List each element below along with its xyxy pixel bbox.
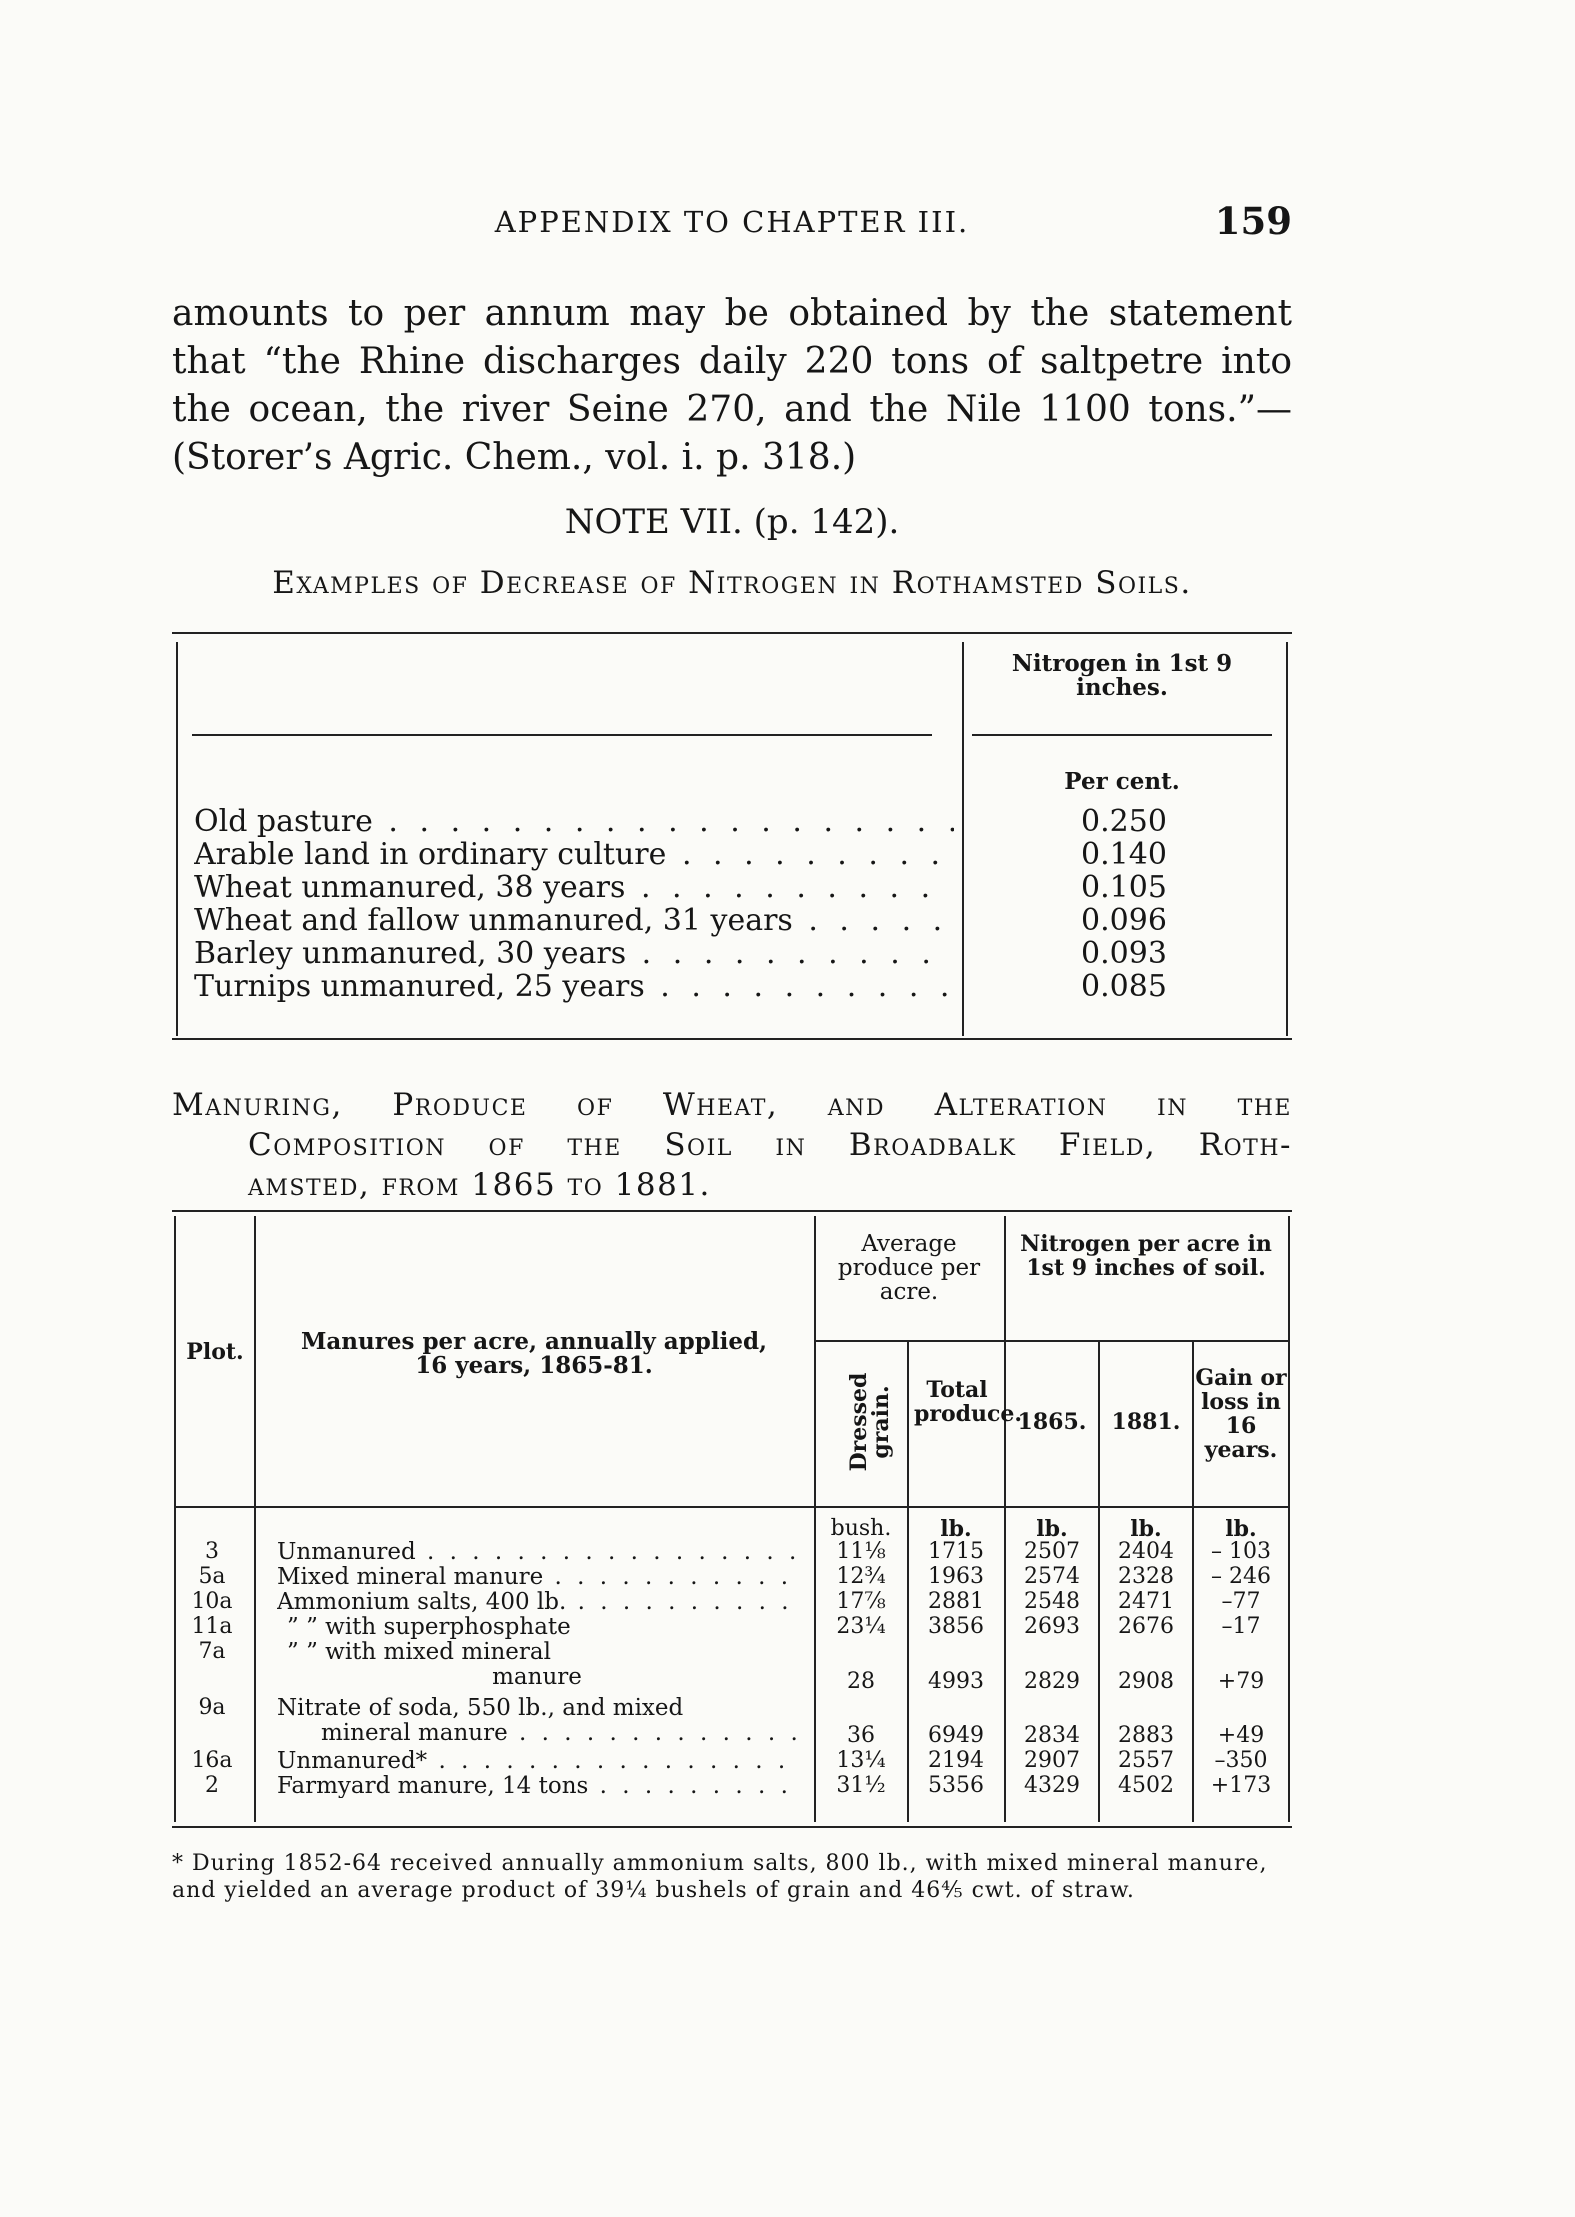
plot-cell: 7a [198, 1639, 226, 1664]
nitrogen-1865-cell: 2507 [1024, 1539, 1080, 1564]
plot-cell: 2 [205, 1773, 219, 1798]
table2-header-rule [176, 1506, 1288, 1508]
manures-header: Manures per acre, annually applied, 16 years, 1865-81. [300, 1328, 768, 1379]
table1-top-rule [172, 632, 1292, 634]
row-value: 0.250 [1081, 804, 1167, 839]
nitrogen-1865-cell: 2829 [1024, 1669, 1080, 1694]
table-row [194, 936, 1274, 969]
caption-line: amsted, from 1865 to 1881. [248, 1167, 711, 1203]
plot-cell: 10a [191, 1589, 233, 1614]
unit-1865: lb. [1036, 1516, 1068, 1542]
row-label: Turnips unmanured, 25 years . . [194, 969, 954, 1004]
note-heading: NOTE VII. (p. 142). [564, 502, 900, 542]
manure-cell-continued: mineral manure . . [277, 1721, 797, 1745]
row-label: Barley unmanured, 30 years . . [194, 936, 954, 971]
table2-right-rule [1288, 1216, 1290, 1822]
gain-cell: – 246 [1211, 1564, 1271, 1589]
total-cell: 2194 [928, 1748, 984, 1773]
footnote: * During 1852-64 received annually ammonium salts, 800 lb., with mixed mineral manure, and yielded an average product of 39¼ bushels of grain and 46⅘ cwt. of straw. [172, 1851, 1268, 1903]
table-row [194, 969, 1274, 1002]
nitrogen-1865-cell: 4329 [1024, 1773, 1080, 1798]
nitrogen-header: Nitrogen per acre in 1st 9 inches of soil. [1020, 1231, 1272, 1281]
gain-cell: +79 [1217, 1669, 1265, 1694]
nitrogen-1865-cell: 2834 [1024, 1723, 1080, 1748]
gain-loss-header: Gain or loss in 16 years. [1195, 1365, 1287, 1463]
row-value: 0.140 [1081, 837, 1167, 872]
total-cell: 4993 [928, 1669, 984, 1694]
plot-cell: 11a [191, 1614, 233, 1639]
nitrogen-1865-cell: 2548 [1024, 1589, 1080, 1614]
manure-cell: ” ” with mixed mineral [287, 1640, 551, 1664]
row-value: 0.105 [1081, 870, 1167, 905]
plot-cell: 16a [191, 1748, 233, 1773]
manure-cell: Mixed mineral manure . . [277, 1565, 797, 1589]
unit-dressed: bush. [830, 1516, 892, 1541]
table1-column-header: Nitrogen in 1st 9 inches. [1011, 650, 1233, 701]
table2-top-rule [172, 1210, 1292, 1212]
plot-header: Plot. [186, 1339, 244, 1365]
table-row [194, 837, 1274, 870]
manure-cell: Farmyard manure, 14 tons . . [277, 1774, 797, 1798]
nitrogen-1881-cell: 2883 [1118, 1723, 1174, 1748]
row-label: Arable land in ordinary culture . . [194, 837, 954, 872]
dressed-cell: 36 [847, 1723, 875, 1748]
table1-left-rule [176, 642, 178, 1036]
nitrogen-1881-cell: 4502 [1118, 1773, 1174, 1798]
year-1881-header: 1881. [1111, 1409, 1181, 1435]
table2-plot-rule [254, 1216, 256, 1822]
table1-header-rule-right [972, 734, 1272, 736]
dressed-cell: 13¼ [836, 1748, 886, 1773]
nitrogen-1865-cell: 2574 [1024, 1564, 1080, 1589]
unit-gain: lb. [1225, 1516, 1257, 1542]
broadbalk-field-table [172, 1210, 1292, 1828]
manure-cell: ” ” with superphosphate [287, 1615, 571, 1639]
dressed-cell: 28 [847, 1669, 875, 1694]
manure-cell: Nitrate of soda, 550 lb., and mixed [277, 1696, 684, 1720]
table2-group-header-rule [814, 1340, 1288, 1342]
nitrogen-1881-cell: 2328 [1118, 1564, 1174, 1589]
total-cell: 2881 [928, 1589, 984, 1614]
body-paragraph: amounts to per annum may be obtained by the statement that “the Rhine discharges daily 220 tons of saltpetre into the ocean, the river Seine 270, and the Nile 1100 tons.”—(Storer’s Agric. Chem., vol. i. p. 318.) [172, 293, 1292, 478]
year-1865-header: 1865. [1017, 1409, 1087, 1435]
table-row [194, 804, 1274, 837]
dressed-cell: 17⅞ [836, 1589, 886, 1614]
page-number: 159 [1214, 199, 1292, 243]
row-label: Wheat unmanured, 38 years . . [194, 870, 954, 905]
total-cell: 1963 [928, 1564, 984, 1589]
table1-bottom-rule [172, 1038, 1292, 1040]
gain-cell: –77 [1221, 1589, 1261, 1614]
gain-cell: +49 [1217, 1723, 1265, 1748]
row-value: 0.085 [1081, 969, 1167, 1004]
table-row [194, 870, 1274, 903]
gain-cell: –350 [1214, 1748, 1268, 1773]
row-label: Wheat and fallow unmanured, 31 years . . [194, 903, 954, 938]
manure-cell-continued: manure [492, 1665, 582, 1689]
row-value: 0.096 [1081, 903, 1167, 938]
table2-caption [172, 1085, 1292, 1205]
total-cell: 3856 [928, 1614, 984, 1639]
total-cell: 5356 [928, 1773, 984, 1798]
table1-right-rule [1286, 642, 1288, 1036]
table2-bottom-rule [172, 1826, 1292, 1828]
nitrogen-decrease-table [172, 632, 1292, 1040]
nitrogen-1865-cell: 2693 [1024, 1614, 1080, 1639]
dressed-cell: 23¼ [836, 1614, 886, 1639]
row-value: 0.093 [1081, 936, 1167, 971]
total-cell: 6949 [928, 1723, 984, 1748]
manure-cell: Unmanured . . [277, 1540, 797, 1564]
table1-caption: Examples of Decrease of Nitrogen in Rothamsted Soils. [272, 565, 1192, 601]
plot-cell: 9a [198, 1695, 226, 1720]
average-produce-header: Average produce per acre. [837, 1231, 981, 1305]
caption-line: Manuring, Produce of Wheat, and Alteration in the [172, 1087, 1292, 1123]
nitrogen-1881-cell: 2676 [1118, 1614, 1174, 1639]
gain-cell: +173 [1210, 1773, 1272, 1798]
caption-line: Composition of the Soil in Broadbalk Field, Roth- [248, 1127, 1292, 1163]
gain-cell: – 103 [1211, 1539, 1271, 1564]
table-row [194, 903, 1274, 936]
running-title: APPENDIX TO CHAPTER III. [494, 205, 970, 239]
table2-left-rule [174, 1216, 176, 1822]
manure-cell: Ammonium salts, 400 lb. . . [277, 1590, 797, 1614]
total-produce-header: Total produce. [914, 1377, 1023, 1427]
table1-header-rule-left [192, 734, 932, 736]
plot-cell: 3 [205, 1539, 219, 1564]
nitrogen-1881-cell: 2557 [1118, 1748, 1174, 1773]
dressed-cell: 11⅛ [836, 1539, 886, 1564]
unit-1881: lb. [1130, 1516, 1162, 1542]
gain-cell: –17 [1221, 1614, 1261, 1639]
nitrogen-1881-cell: 2908 [1118, 1669, 1174, 1694]
row-label: Old pasture . . [194, 804, 954, 839]
table1-unit: Per cent. [1064, 768, 1180, 795]
dressed-grain-header: Dressed grain. [846, 1372, 894, 1472]
nitrogen-1881-cell: 2471 [1118, 1589, 1174, 1614]
dressed-cell: 12¾ [836, 1564, 886, 1589]
plot-cell: 5a [198, 1564, 226, 1589]
unit-total: lb. [940, 1516, 972, 1542]
total-cell: 1715 [928, 1539, 984, 1564]
nitrogen-1881-cell: 2404 [1118, 1539, 1174, 1564]
dressed-cell: 31½ [836, 1773, 886, 1798]
running-header [172, 199, 1292, 249]
manure-cell: Unmanured* . . [277, 1749, 797, 1773]
nitrogen-1865-cell: 2907 [1024, 1748, 1080, 1773]
